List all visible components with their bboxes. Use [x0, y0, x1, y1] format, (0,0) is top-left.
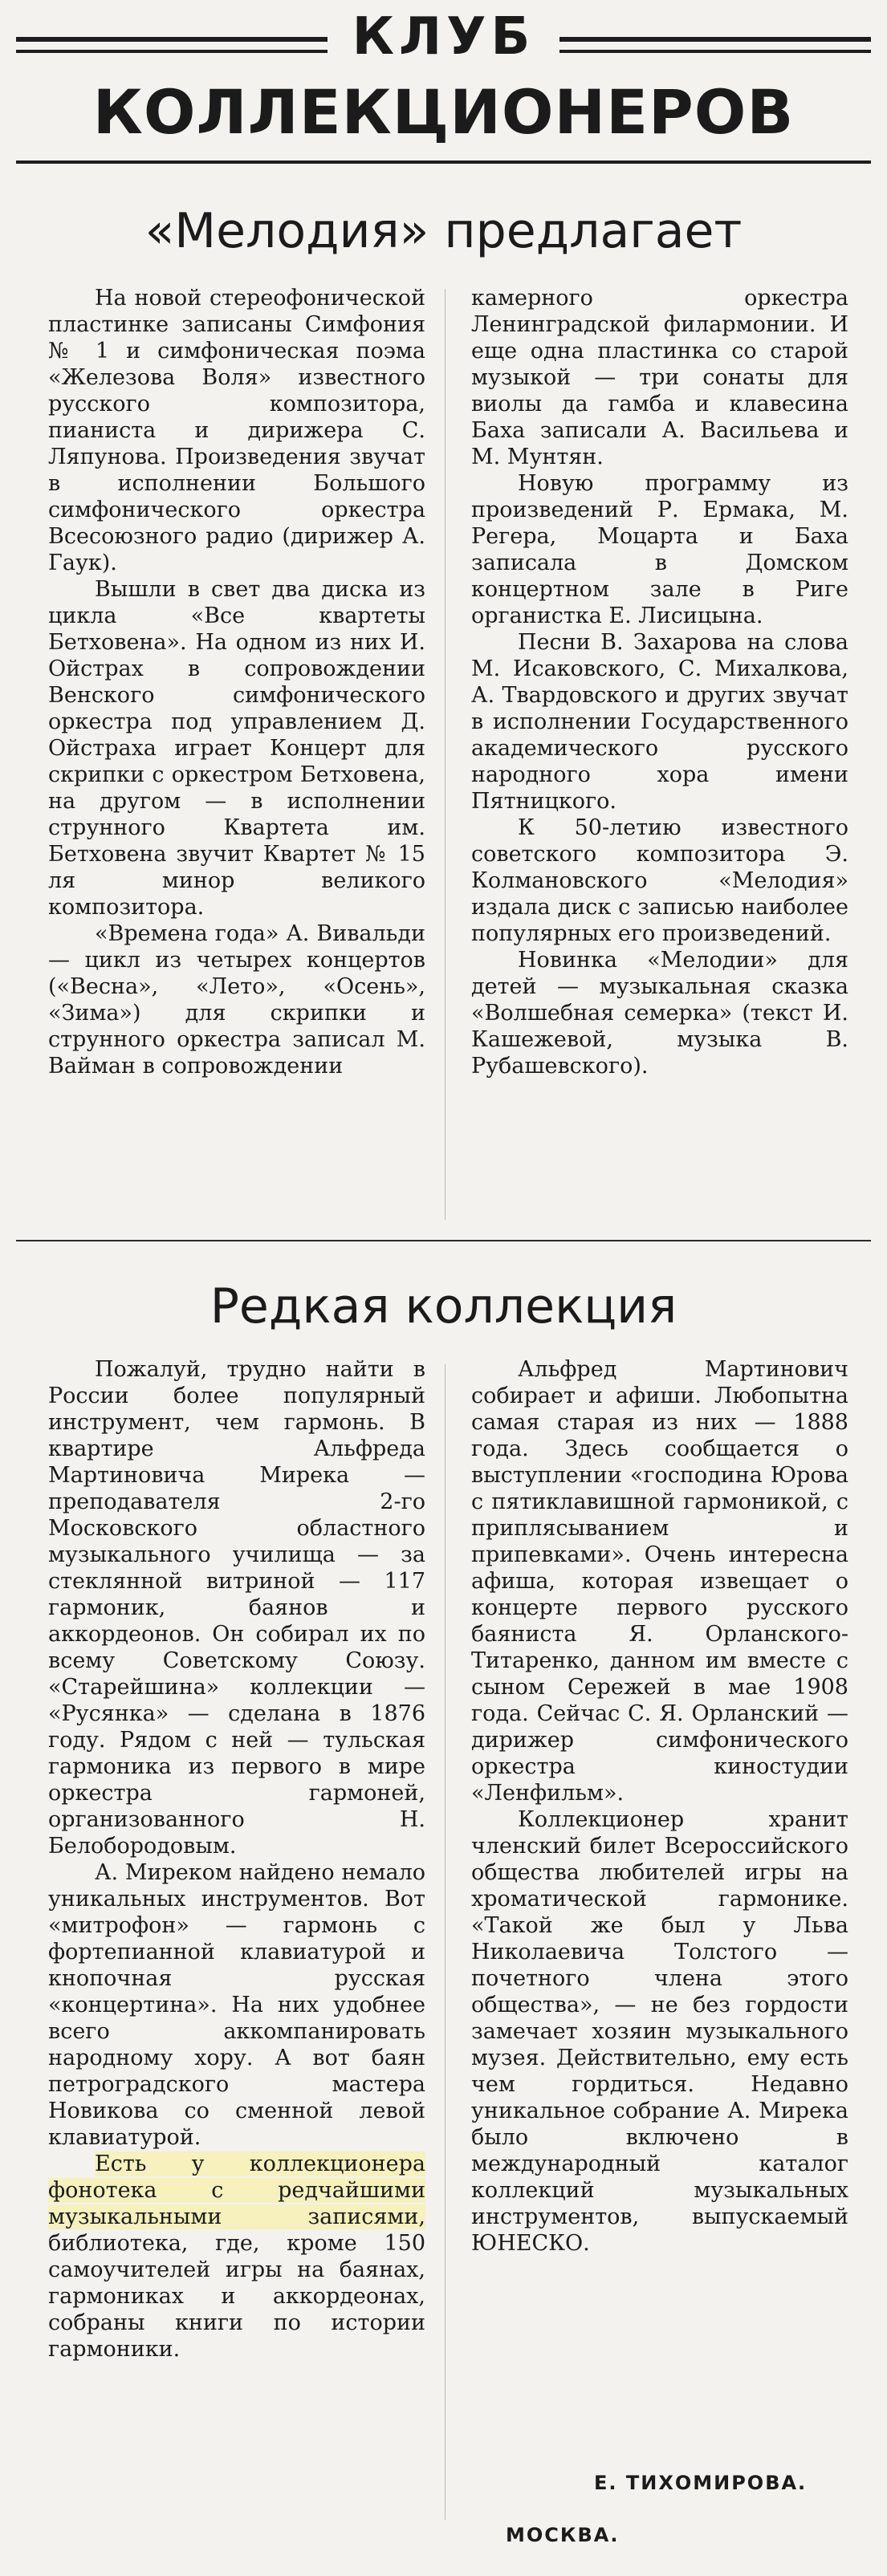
- article1-headline: «Мелодия» предлагает: [144, 203, 743, 259]
- article1-paragraph: На новой стереофонической пластинке записаны Симфония № 1 и симфоническая поэма «Железова Воля» известного русского композитора, пианиста и дирижера С. Ляпунова. Произведения звучат в исполнении Большого симфонического оркестра Всесоюзного радио (дирижер А. Гаук).: [48, 286, 425, 575]
- article2-paragraph: А. Миреком найдено немало уникальных инструментов. Вот «митрофон» — гармонь с фортепианной клавиатурой и кнопочная русская «концертина». На них удобнее всего аккомпанировать народному хору. А вот баян петроградского мастера Новикова со сменной левой клавиатурой.: [48, 1860, 425, 2150]
- author-signature: Е. ТИХОМИРОВА.: [594, 2472, 808, 2494]
- dateline-city: МОСКВА.: [506, 2524, 620, 2546]
- article1-left-column: [48, 285, 425, 1079]
- article2-headline: Редкая коллекция: [210, 1278, 677, 1335]
- article1-paragraph: «Времена года» А. Вивальди — цикл из четырех концертов («Весна», «Лето», «Осень», «Зима») для скрипки и струнного оркестра записал М. Вайман в сопровождении: [48, 921, 425, 1079]
- article1-right-column: [471, 285, 848, 1079]
- article1-column-divider: [445, 289, 446, 1220]
- article1-paragraph: Вышли в свет два диска из цикла «Все квартеты Бетховена». На одном из них И. Ойстрах в сопровождении Венского симфонического оркестра под управлением Д. Ойстраха играет Концерт для скрипки с оркестром Бетховена, на другом — в исполнении струнного Квартета им. Бетховена звучит Квартет № 15 ля минор великого композитора.: [48, 577, 425, 920]
- article1-paragraph: К 50-летию известного советского композитора Э. Колмановского «Мелодия» издала диск с записью наиболее популярных его произведений.: [471, 815, 848, 946]
- highlighted-text: Есть у коллекционера фонотека с редчайшими музыкальными записями,: [48, 2151, 425, 2229]
- article2-paragraph: Пожалуй, трудно найти в России более популярный инструмент, чем гармонь. В квартире Альфреда Мартиновича Мирека — преподавателя 2-го Московского областного музыкального училища — за стеклянной витриной — 117 гармоник, баянов и аккордеонов. Он собирал их по всему Советскому Союзу. «Старейшина» коллекции — «Русянка» — сделана в 1876 году. Рядом с ней — тульская гармоника из первого в мире оркестра гармоней, организованного Н. Белобородовым.: [48, 1357, 425, 1859]
- article1-paragraph: Новинка «Мелодии» для детей — музыкальная сказка «Волшебная семерка» (текст И. Кашежевой, музыка В. Рубашевского).: [471, 948, 848, 1079]
- masthead: [0, 0, 887, 197]
- highlighted-text-continuation: библиотека, где, кроме 150 самоучителей игры на баянах, гармониках и аккордеонах, собраны книги по истории гармоники.: [48, 2231, 425, 2362]
- article2-paragraph: Альфред Мартинович собирает и афиши. Любопытна самая старая из них — 1888 года. Здесь сообщается о выступлении «господина Юрова с пятиклавишной гармоникой, с приплясыванием и припевками». Очень интересна афиша, которая извещает о концерте первого русского баяниста Я. Орланского-Титаренко, данном им вместе с сыном Сережей в мае 1908 года. Сейчас С. Я. Орланский — дирижер симфонического оркестра киностудии «Ленфильм».: [471, 1357, 848, 1806]
- article1-paragraph: Новую программу из произведений Р. Ермака, М. Регера, Моцарта и Баха записала в Домском концертном зале в Риге органистка Е. Лисицына.: [471, 471, 848, 628]
- article2-column-divider: [445, 1364, 446, 2520]
- article2-paragraph-highlight: [48, 2151, 425, 2363]
- article2-right-column: [471, 1356, 848, 2257]
- section-title-club: КЛУБ: [352, 7, 535, 67]
- article1-paragraph: камерного оркестра Ленинградской филармонии. И еще одна пластинка со старой музыкой — три сонаты для виолы да гамба и клавесина Баха записали А. Васильева и М. Мунтян.: [471, 286, 848, 469]
- article2-left-column: [48, 1356, 425, 2363]
- masthead-bottom-rule: [16, 160, 871, 164]
- article1-paragraph: Песни В. Захарова на слова М. Исаковского, С. Михалкова, А. Твардовского и других звучат в исполнении Государственного академического русского народного хора имени Пятницкого.: [471, 630, 848, 814]
- article-separator: [16, 1240, 871, 1241]
- article2-paragraph: Коллекционер хранит членский билет Всероссийского общества любителей игры на хроматической гармонике. «Такой же был у Льва Николаевича Толстого — почетного члена этого общества», — не без гордости замечает хозяин музыкального музея. Действительно, ему есть чем гордиться. Недавно уникальное собрание А. Мирека было включено в международный каталог коллекций музыкальных инструментов, выпускаемый ЮНЕСКО.: [471, 1807, 848, 2256]
- section-title-collectors: КОЛЛЕКЦИОНЕРОВ: [92, 76, 795, 148]
